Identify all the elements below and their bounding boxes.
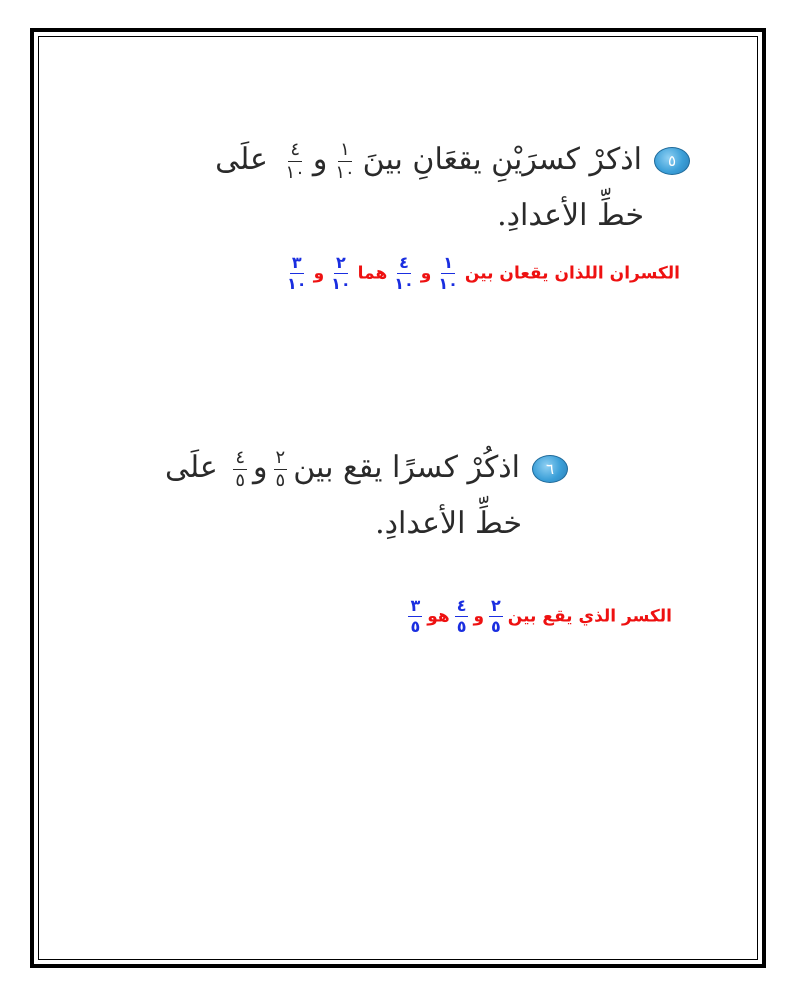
fraction-numerator: ٢ [336,253,346,272]
question-6-text-prefix: اذكُرْ كسرًا يقع بين [293,450,520,485]
question-5-fraction-b [283,138,306,183]
fraction-denominator: ٥ [235,469,246,491]
question-6 [165,440,568,552]
fraction-numerator: ١ [443,253,454,272]
fraction-denominator: ١٠ [287,274,307,293]
fraction-denominator: ٥ [275,469,286,491]
question-6-fraction-b [233,446,247,491]
answer-6-conjunction-1: و [473,606,485,627]
fraction-denominator: ١٠ [335,161,355,183]
answer-5-fraction-a [436,255,460,292]
answer-6 [403,598,672,635]
fraction-numerator: ٢ [491,596,501,615]
fraction-denominator: ٥ [456,617,467,636]
fraction-numerator: ٢ [275,446,286,468]
fraction-denominator: ٥ [491,617,501,636]
fraction-numerator: ٣ [291,253,302,272]
answer-5-fraction-b [392,255,416,292]
fraction-numerator: ٤ [456,596,467,615]
answer-5-fraction-c [329,255,353,292]
fraction-denominator: ١٠ [285,161,305,183]
question-6-line-2: خطِّ الأعدادِ. [375,506,522,541]
fraction-denominator: ١٠ [331,274,351,293]
question-6-number-badge: ٦ [532,455,568,483]
answer-6-fraction-b [455,598,469,635]
answer-5-mid: هما [357,263,388,284]
fraction-numerator: ١ [340,138,350,160]
answer-6-fraction-a [489,598,503,635]
fraction-numerator: ٤ [399,253,409,272]
question-5-fraction-a [333,138,356,183]
answer-6-fraction-c [408,598,422,635]
question-5 [215,132,690,244]
fraction-denominator: ٥ [410,617,421,636]
question-5-conjunction: و [312,142,328,177]
question-5-number-badge: ٥ [654,147,690,175]
answer-5-prefix: الكسران اللذان يقعان بين [464,263,680,284]
fraction-denominator: ١٠ [438,274,458,293]
answer-5 [280,255,680,292]
question-5-line-1 [215,132,690,188]
question-5-text-suffix: علَى [215,142,268,177]
fraction-denominator: ١٠ [394,274,414,293]
answer-5-conjunction-1: و [420,263,432,284]
question-6-conjunction: و [253,450,268,485]
question-6-text-suffix: علَى [164,450,218,485]
question-5-text-prefix: اذكرْ كسرَيْنِ يقعَانِ بينَ [362,142,642,177]
question-6-line-1 [165,440,568,496]
question-6-fraction-a [274,446,288,491]
question-5-line-2: خطِّ الأعدادِ. [497,198,644,233]
fraction-numerator: ٤ [290,138,300,160]
fraction-numerator: ٣ [410,596,421,615]
answer-5-fraction-d [285,255,309,292]
answer-5-conjunction-2: و [313,263,325,284]
fraction-numerator: ٤ [235,446,246,468]
answer-6-mid: هو [427,606,450,627]
answer-6-prefix: الكسر الذي يقع بين [507,606,672,627]
